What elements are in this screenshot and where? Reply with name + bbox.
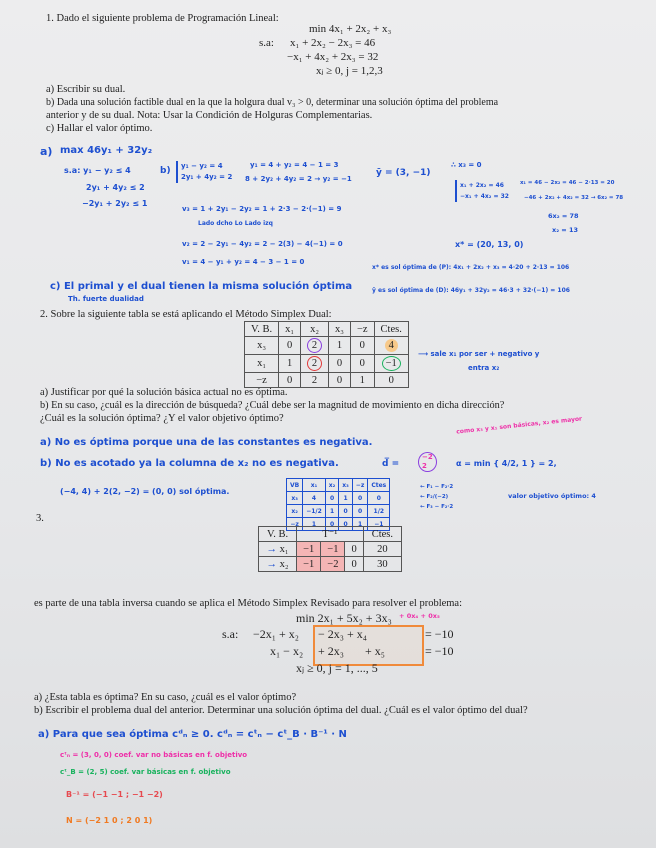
mini-header-ctes: Ctes [368, 479, 390, 492]
p1-question-b-line1: b) Dada una solución factible dual en la que la holgura dual v₃ > 0, determinar una solución óptima del problema [46, 97, 499, 108]
hw1-b-system-eq2: 2y₁ + 4y₂ = 2 [181, 173, 233, 181]
problem-3-number: 3. [36, 513, 44, 524]
p1-constraint-1: x₁ + 2x₂ − 2x₃ = 46 [290, 37, 376, 49]
p2-row3-vb: −z [245, 373, 279, 388]
p3-intro: es parte de una tabla inversa cuando se aplica el Método Simplex Revisado para resolver el problema: [34, 598, 463, 609]
p2-row1-c3: 1 [329, 337, 351, 355]
p1-constraint-2: −x₁ + 4x₂ + 2x₃ = 32 [287, 51, 379, 63]
p3-header-tinv: T⁻¹ [297, 527, 364, 542]
hw2-vector-sum: (−4, 4) + 2(2, −2) = (0, 0) sol óptima. [60, 487, 230, 496]
hw1-b-note: Lado dcho Lo Lado izq [198, 220, 273, 227]
hw3-cn: cᵗₙ = (3, 0, 0) coef. var no básicas en f. objetivo [60, 751, 248, 759]
mini-r1-4: 0 [352, 492, 368, 505]
hw1-b-system [176, 161, 232, 183]
arrow-right-icon: ⟶ [418, 350, 431, 358]
hw3-n: N = (−2 1 0 ; 2 0 1) [66, 816, 153, 825]
p2-question-a: a) Justificar por qué la solución básica actual no es óptima. [40, 387, 288, 398]
hw1-b-x2: x₂ = 13 [552, 226, 579, 234]
p2-row1-c4: 0 [350, 337, 374, 355]
hw3-cb: cᵗ_B = (2, 5) coef. var básicas en f. objetivo [60, 768, 231, 776]
p2-row1-c1: 0 [279, 337, 301, 355]
hw1-b-opt-dual: ȳ es sol óptima de (D): 46y₁ + 32y₂ = 46·3 + 32·(−1) = 106 [372, 287, 570, 294]
mini-r2-2: 1 [325, 505, 339, 518]
p3-row2-c3: 0 [345, 557, 363, 572]
hw1-b-x1: x₁ = 46 − 2x₂ = 46 − 2·13 = 20 [520, 180, 615, 186]
p2-header-ctes: Ctes. [374, 322, 408, 337]
hw2-pink-note: como x₃ y x₁ son básicas, x₂ es mayor [455, 415, 583, 436]
hw2-direction-vector-circle [418, 452, 437, 472]
mini-op-1: ← F₁ − F₂·2 [420, 484, 454, 490]
p2-row2-vb: x₁ [245, 355, 279, 373]
p3-row2-c1: −1 [297, 557, 321, 572]
hw2-a-answer: a) No es óptima porque una de las constantes es negativa. [40, 437, 373, 448]
p2-row3-c1: 0 [279, 373, 301, 388]
p3-header-ctes: Ctes. [363, 527, 401, 542]
p2-header-x2: x₂ [301, 322, 329, 337]
mini-r3-2: 0 [325, 518, 339, 531]
p3-c1-rhs: = −10 [425, 627, 454, 641]
mini-header-x3: x₃ [339, 479, 353, 492]
mini-header-vb: VB [287, 479, 303, 492]
p3-c1-mid: − 2x₃ + x₄ [318, 627, 367, 641]
problem-2-heading: 2. Sobre la siguiente tabla se está aplicando el Método Simplex Dual: [40, 309, 332, 320]
hw2-direction: d̅ = [382, 459, 400, 469]
mini-header-x2: x₂ [325, 479, 339, 492]
hw1-b-v2: v₂ = 2 − 2y₁ − 4y₂ = 2 − 2(3) − 4(−1) = 0 [182, 240, 343, 248]
p2-row2-c5-circled: −1 [382, 356, 401, 371]
p1-question-a: a) Escribir su dual. [46, 84, 126, 95]
mini-header-z: −z [352, 479, 368, 492]
p3-c2-mid: + 2x₃ + x₅ [318, 644, 385, 658]
hw2-direction-vector [418, 452, 437, 472]
p2-simplex-table [244, 321, 409, 388]
p1-objective: min 4x₁ + 2x₂ + x₃ [309, 23, 392, 35]
hw1-b-solution-y1: y₁ = 4 + y₂ = 4 − 1 = 3 [250, 161, 339, 169]
mini-r2-5: 1/2 [368, 505, 390, 518]
hw2-alpha: α = min { 4/2, 1 } = 2, [456, 459, 557, 468]
p2-row2-c2 [301, 355, 329, 373]
p3-c1-left: −2x₁ + x₂ [253, 627, 299, 641]
arrow-right-icon: → [266, 558, 280, 570]
p2-row2-c1: 1 [279, 355, 301, 373]
hw1-b-x3: ∴ x₃ = 0 [451, 161, 482, 169]
p2-row2-c3: 0 [329, 355, 351, 373]
p3-row2-vb-label: x₂ [279, 558, 289, 570]
mini-r3-3: 0 [339, 518, 353, 531]
p2-row2-c5 [374, 355, 408, 373]
mini-r3-4: 1 [352, 518, 368, 531]
problem-1-heading: 1. Dado el siguiente problema de Programación Lineal: [46, 13, 279, 24]
p3-c2-left: x₁ − x₂ [270, 644, 304, 658]
mini-r2-3: 0 [339, 505, 353, 518]
hw1-b-system-eq1: y₁ − y₂ = 4 [181, 162, 223, 170]
hw1-b-label: b) [160, 166, 171, 176]
p2-row1-vb: x₃ [245, 337, 279, 355]
hw1-c-answer: c) El primal y el dual tienen la misma solución óptima [50, 281, 353, 292]
hw1-b-primal-system [455, 180, 509, 202]
mini-r1-3: 1 [339, 492, 353, 505]
mini-r2-4: 0 [352, 505, 368, 518]
hw1-a-objective: max 46y₁ + 32y₂ [60, 145, 153, 156]
p3-inverse-table [258, 526, 402, 572]
mini-r1-5: 0 [368, 492, 390, 505]
p3-st-label: s.a: [222, 627, 239, 641]
p3-question-b: b) Escribir el problema dual del anterior. Determinar una solución óptima del dual. ¿Cuál es el valor óptimo del dual? [34, 705, 528, 716]
p2-question-b-line1: b) En su caso, ¿cuál es la dirección de búsqueda? ¿Cuál debe ser la magnitud de movimiento en dicha dirección? [40, 400, 505, 411]
hw2-direction-vec-bottom: 2 [422, 462, 427, 470]
hw1-b-v3: v₃ = 1 + 2y₁ − 2y₂ = 1 + 2·3 − 2·(−1) = 9 [182, 205, 342, 213]
hw1-b-6x2: 6x₂ = 78 [548, 212, 579, 220]
hw1-a-label: a) [40, 145, 53, 158]
p2-row1-c2-circled: 2 [307, 338, 322, 353]
mini-r3-1: 1 [303, 518, 326, 531]
p2-row3-c4: 1 [350, 373, 374, 388]
hw1-b-opt-primal: x* es sol óptima de (P): 4x₁ + 2x₂ + x₃ = 4·20 + 2·13 = 106 [372, 264, 570, 271]
hw1-a-constraint-1: s.a: y₁ − y₂ ≤ 4 [64, 166, 131, 175]
p3-row1-c3: 0 [345, 542, 363, 557]
p2-row1-c5-highlight: 4 [385, 339, 398, 352]
arrow-right-icon: → [266, 543, 280, 555]
p1-nonneg: xⱼ ≥ 0, j = 1,2,3 [316, 65, 383, 77]
hw3-binv: B⁻¹ = (−1 −1 ; −1 −2) [66, 790, 163, 799]
p2-row2-c2-circled: 2 [307, 356, 322, 371]
p1-st-label: s.a: [259, 37, 274, 49]
p2-row3-c3: 0 [329, 373, 351, 388]
hw1-b-ybar: ȳ = (3, −1) [376, 168, 431, 178]
hw1-b-primal-eq1: x₁ + 2x₂ = 46 [460, 182, 504, 189]
mini-r1-2: 0 [325, 492, 339, 505]
p3-row1-c2: −1 [321, 542, 345, 557]
hw2-valor-optimo: valor objetivo óptimo: 4 [508, 492, 596, 500]
p2-header-vb: V. B. [245, 322, 279, 337]
hw1-a-constraint-3: −2y₁ + 2y₂ ≤ 1 [82, 199, 148, 208]
hw3-a-answer: a) Para que sea óptima cᵈₙ ≥ 0. cᵈₙ = cᵗₙ − cᵗ_B · B⁻¹ · N [38, 729, 347, 740]
p3-header-vb: V. B. [259, 527, 297, 542]
hw1-b-primal-eq2: −x₁ + 4x₂ = 32 [460, 193, 509, 200]
p2-header-z: −z [350, 322, 374, 337]
hw2-mini-row-ops [420, 482, 453, 512]
mini-r1-1: 4 [303, 492, 326, 505]
p3-row1-c4: 20 [363, 542, 401, 557]
p3-objective: min 2x₁ + 5x₂ + 3x₃ [296, 611, 392, 625]
p3-objective-added: + 0x₄ + 0x₅ [399, 612, 440, 620]
hw2-mini-table [286, 478, 390, 531]
p2-question-b-line2: ¿Cuál es la solución óptima? ¿Y el valor objetivo óptimo? [40, 413, 284, 424]
mini-op-2: ← F₂/(−2) [420, 494, 449, 500]
p3-nonneg: xⱼ ≥ 0, j = 1, ..., 5 [296, 661, 378, 675]
mini-r2-0: x₂ [287, 505, 303, 518]
p1-question-b-line2: anterior y de su dual. Nota: Usar la Condición de Holguras Complementarias. [46, 110, 373, 121]
p2-row1-c5 [374, 337, 408, 355]
p2-header-x1: x₁ [279, 322, 301, 337]
hw1-b-solution-y2: 8 + 2y₂ + 4y₂ = 2 → y₂ = −1 [245, 175, 352, 183]
hw1-c-note: Th. fuerte dualidad [68, 295, 144, 303]
p3-question-a: a) ¿Esta tabla es óptima? En su caso, ¿cuál es el valor óptimo? [34, 692, 297, 703]
p3-c2-rhs: = −10 [425, 644, 454, 658]
mini-header-x1: x₁ [303, 479, 326, 492]
mini-r2-1: −1/2 [303, 505, 326, 518]
p2-arrow-note-line1: sale x₁ por ser + negativo y [430, 350, 540, 358]
hw2-b-answer: b) No es acotado ya la columna de x₂ no es negativa. [40, 458, 339, 469]
hw1-b-x1b: −46 + 2x₂ + 4x₂ = 32 → 6x₂ = 78 [524, 195, 624, 201]
p2-header-x3: x₃ [329, 322, 351, 337]
p3-row2-c4: 30 [363, 557, 401, 572]
p3-row1-vb [259, 542, 297, 557]
mini-r3-0: −z [287, 518, 303, 531]
p1-question-c: c) Hallar el valor óptimo. [46, 123, 153, 134]
mini-op-3: ← F₃ − F₂·2 [420, 504, 454, 510]
hw2-direction-vec-top: −2 [422, 453, 433, 461]
p2-row1-c2 [301, 337, 329, 355]
mini-r1-0: x₃ [287, 492, 303, 505]
p2-row3-c5: 0 [374, 373, 408, 388]
p3-row2-vb [259, 557, 297, 572]
p3-row1-c1: −1 [297, 542, 321, 557]
hw1-a-constraint-2: 2y₁ + 4y₂ ≤ 2 [86, 183, 145, 192]
p2-arrow-note [418, 350, 539, 358]
p3-row1-vb-label: x₁ [279, 543, 289, 555]
mini-r3-5: −1 [368, 518, 390, 531]
p2-row2-c4: 0 [350, 355, 374, 373]
hw1-b-xstar: x* = (20, 13, 0) [455, 240, 524, 249]
p2-arrow-note-line2: entra x₂ [468, 364, 500, 372]
hw1-b-v1: v₁ = 4 − y₁ + y₂ = 4 − 3 − 1 = 0 [182, 258, 305, 266]
p3-row2-c2: −2 [321, 557, 345, 572]
p2-row3-c2: 2 [301, 373, 329, 388]
